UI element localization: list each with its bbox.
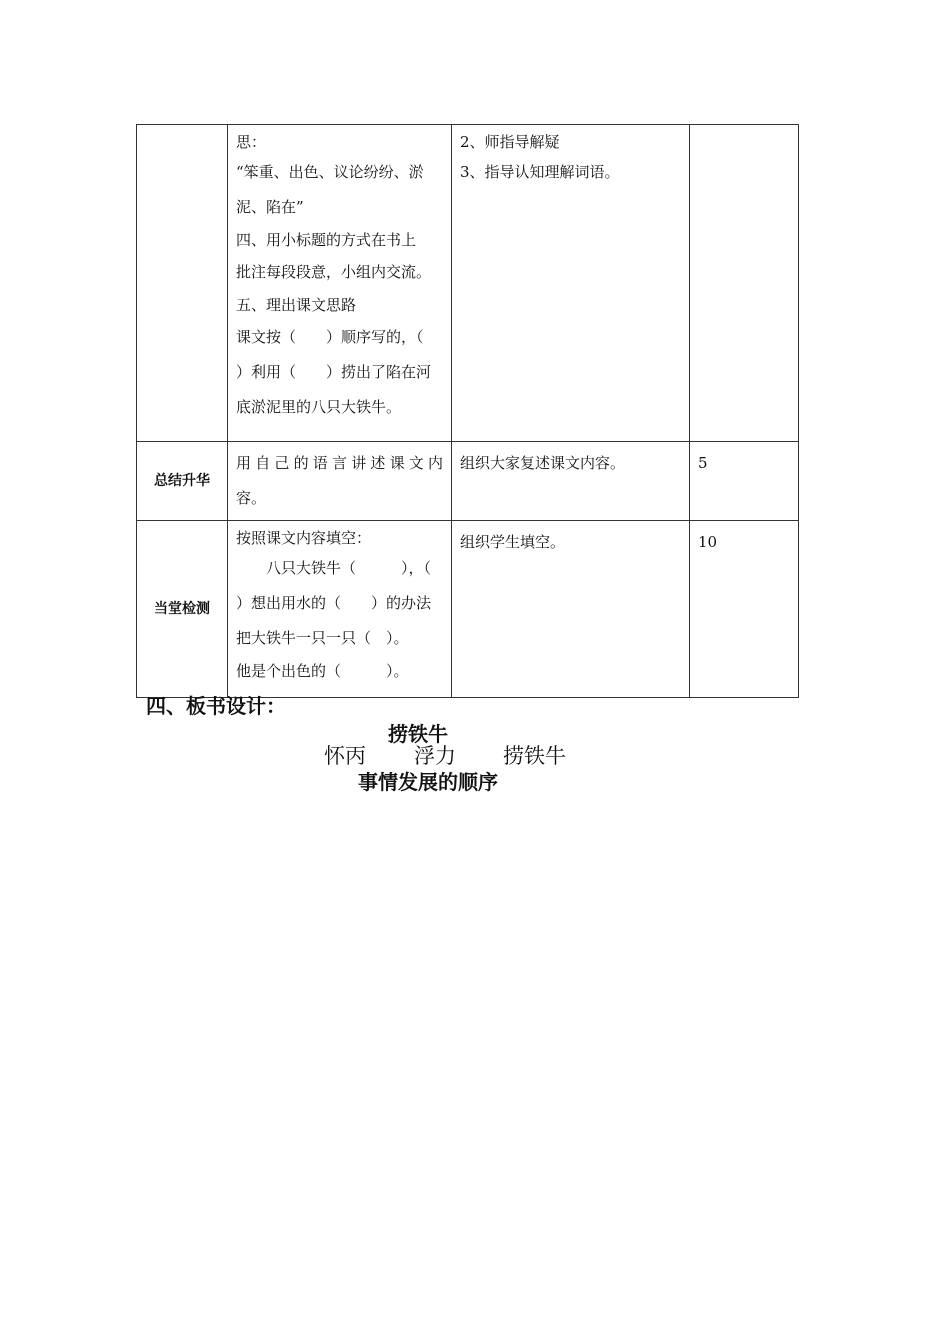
student-activity-cell — [228, 521, 452, 698]
teacher-line: 2、师指导解疑 — [460, 133, 560, 151]
board-subtitle: 事情发展的顺序 — [358, 770, 498, 794]
board-title: 捞铁牛 — [388, 722, 448, 746]
student-line: 泥、陷在” — [236, 198, 304, 216]
teacher-line: 组织大家复述课文内容。 — [460, 454, 626, 472]
student-line: 八只大铁牛（ ），（ — [236, 559, 432, 577]
student-activity-cell — [228, 442, 452, 521]
table-row — [137, 125, 799, 442]
student-line: 思： — [236, 133, 267, 151]
section-heading: 四、板书设计： — [146, 694, 286, 718]
row-label: 当堂检测 — [137, 521, 228, 698]
student-line: ）想出用水的（ ）的办法 — [236, 594, 432, 612]
teacher-activity-cell — [452, 442, 690, 521]
time-cell: 10 — [690, 521, 799, 698]
time-cell — [690, 125, 799, 442]
student-line: ）利用（ ）捞出了陷在河 — [236, 363, 432, 381]
time-cell: 5 — [690, 442, 799, 521]
table-row — [137, 442, 799, 521]
teacher-activity-cell — [452, 521, 690, 698]
board-item: 捞铁牛 — [503, 744, 566, 768]
teacher-activity-cell — [452, 125, 690, 442]
student-line: 四、用小标题的方式在书上 — [236, 231, 417, 249]
student-line: “笨重、出色、议论纷纷、淤 — [236, 163, 424, 181]
student-line: 课文按（ ）顺序写的，（ — [236, 328, 424, 346]
student-activity-cell — [228, 125, 452, 442]
lesson-plan-table — [136, 124, 799, 698]
student-line: 批注每段段意，小组内交流。 — [236, 263, 432, 281]
student-line: 把大铁牛一只一只（ ）。 — [236, 629, 409, 647]
board-item: 浮力 — [414, 744, 456, 768]
row-label: 总结升华 — [137, 442, 228, 521]
row-label — [137, 125, 228, 442]
board-item: 怀丙 — [324, 744, 366, 768]
table-row — [137, 521, 799, 698]
student-line: 他是个出色的（ ）。 — [236, 662, 409, 680]
student-line: 五、理出课文思路 — [236, 296, 357, 314]
teacher-line: 组织学生填空。 — [460, 533, 566, 551]
teacher-line: 3、指导认知理解词语。 — [460, 163, 620, 181]
student-line: 底淤泥里的八只大铁牛。 — [236, 398, 402, 416]
student-line: 容。 — [236, 489, 267, 507]
student-line: 用自己的语言讲述课文内 — [236, 454, 443, 472]
student-line: 按照课文内容填空： — [236, 529, 372, 547]
